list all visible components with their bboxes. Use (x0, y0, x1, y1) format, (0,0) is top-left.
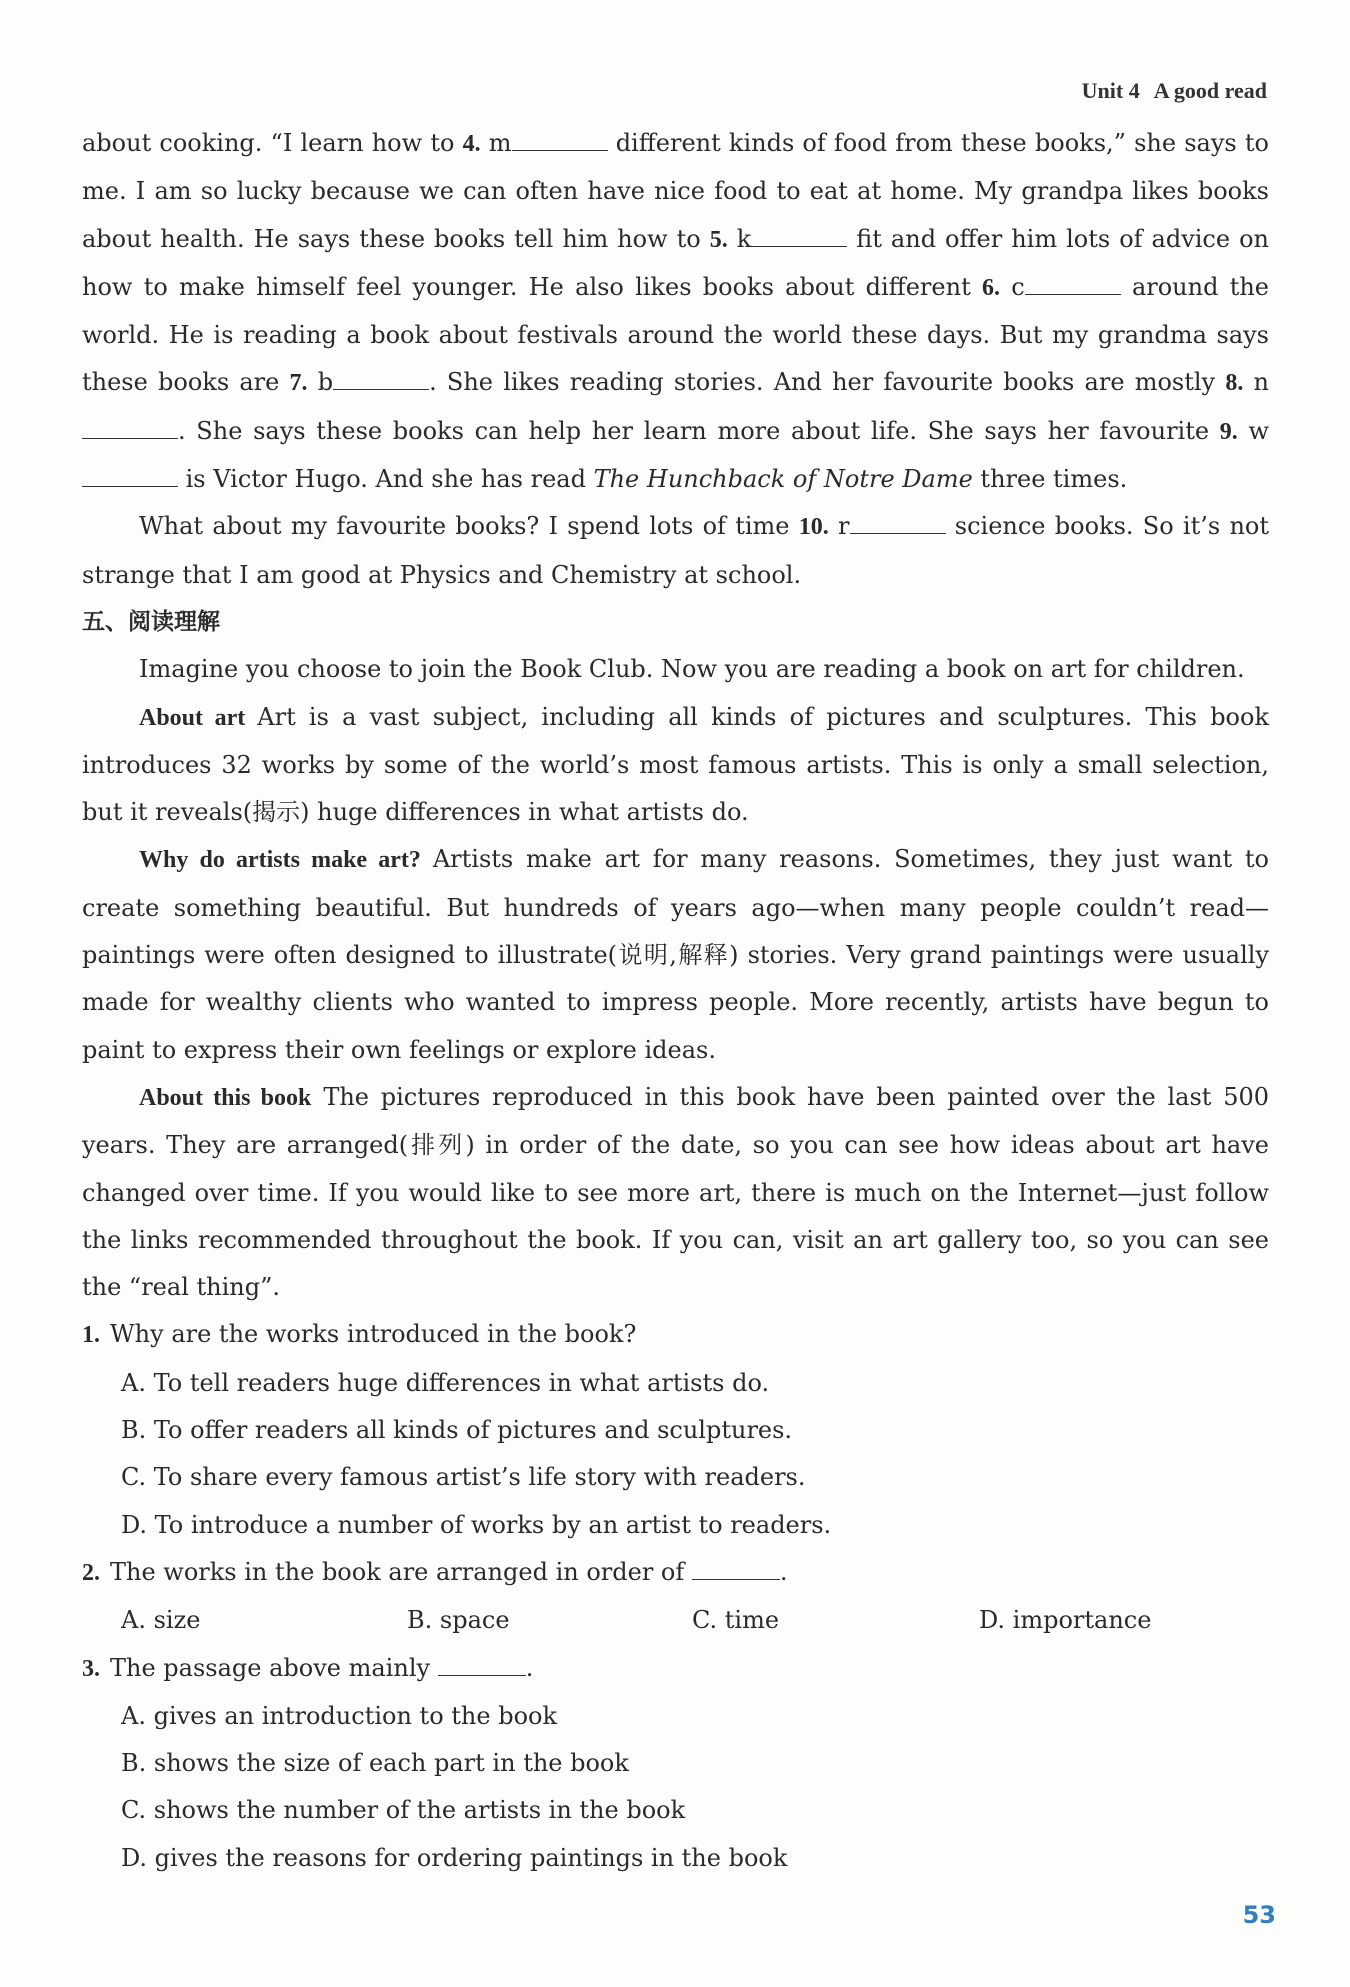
option-2c[interactable]: C. time (692, 1606, 780, 1635)
text: . (779, 1557, 788, 1586)
blank-6[interactable] (1025, 268, 1121, 295)
option-3b[interactable]: B. shows the size of each part in the book (121, 1749, 629, 1778)
text: world. He is reading a book about festivals around the world these days. But my grandma says (82, 321, 1269, 350)
question-3 (82, 1645, 1269, 1693)
blank-hint: b (317, 368, 334, 397)
question-text: Why are the works introduced in the book? (110, 1320, 637, 1349)
paragraph-heading: Why do artists make art? (139, 847, 421, 874)
text: is Victor Hugo. And she has read (178, 465, 594, 494)
book-title: The Hunchback of Notre Dame (593, 465, 973, 494)
reading-intro: Imagine you choose to join the Book Club. Now you are reading a book on art for children. (139, 655, 1245, 684)
option-2a[interactable]: A. size (121, 1606, 201, 1635)
option-3c[interactable]: C. shows the number of the artists in the book (121, 1796, 686, 1825)
blank-number: 5. (709, 226, 728, 253)
option-3a[interactable]: A. gives an introduction to the book (121, 1701, 558, 1730)
text: around the (1120, 272, 1270, 301)
cloze-passage (82, 120, 1269, 503)
blank-hint: m (488, 129, 512, 157)
blank-5[interactable] (751, 220, 847, 247)
question-2 (82, 1549, 1269, 1597)
question-number: 3. (82, 1655, 100, 1682)
paragraph-heading: About this book (139, 1084, 312, 1111)
reading-paragraph-2 (82, 836, 1269, 1073)
blank-10[interactable] (850, 507, 946, 534)
blank-4[interactable] (512, 124, 608, 151)
text: about health. He says these books tell him how to (82, 224, 710, 253)
option-1a[interactable]: A. To tell readers huge differences in what artists do. (121, 1368, 770, 1397)
blank-number: 7. (289, 370, 308, 397)
text: Art is a vast subject, including all kinds of pictures and sculptures. This book introduces 32 works by some of the world’s most famous artists. This is only a small selection, but it reveals(揭示) huge differences in what artists do. (82, 702, 1270, 827)
text: to me. I am so lucky because we can often have nice food to eat at home. My grandpa likes books (82, 129, 1269, 206)
answer-blank-2[interactable] (692, 1553, 780, 1580)
text: these books are (82, 368, 290, 397)
option-3d[interactable]: D. gives the reasons for ordering paintings in the book (121, 1843, 788, 1872)
text: . (525, 1653, 534, 1682)
option-2b[interactable]: B. space (407, 1606, 510, 1635)
blank-number: 4. (462, 131, 481, 157)
options-row-2 (82, 1597, 1269, 1644)
reading-paragraph-3 (82, 1074, 1269, 1311)
blank-hint: k (736, 224, 752, 253)
blank-7[interactable] (333, 363, 429, 390)
text: What about my favourite books? I spend lots of time (139, 512, 799, 541)
unit-title: A good read (1153, 78, 1267, 103)
blank-hint: r (838, 512, 850, 541)
answer-blank-3[interactable] (438, 1649, 526, 1676)
reading-paragraph-1 (82, 694, 1269, 837)
blank-9[interactable] (82, 460, 178, 487)
blank-hint: w (1248, 416, 1269, 445)
text: . She likes reading stories. And her favourite books are mostly (429, 368, 1216, 397)
text: science books. So it’s not strange that I am good at Physics and Chemistry at school. (82, 512, 1269, 589)
text: about cooking. “I learn how to (82, 129, 463, 157)
question-text: The works in the book are arranged in order of (110, 1557, 692, 1586)
text: how to make himself feel younger. He also likes books about different (82, 272, 982, 301)
question-text: The passage above mainly (110, 1653, 438, 1682)
blank-number: 9. (1219, 418, 1238, 445)
blank-number: 6. (981, 274, 1000, 301)
blank-hint: c (1011, 272, 1025, 301)
content (82, 120, 1269, 1882)
question-number: 2. (82, 1559, 100, 1586)
question-1 (82, 1311, 1269, 1359)
page-header (1082, 78, 1267, 104)
page-number: 53 (1242, 1901, 1276, 1929)
text: . She says these books can help her learn more about life. She says her favourite (178, 416, 1210, 445)
text: fit and offer him lots of advice on (847, 224, 1269, 253)
option-2d[interactable]: D. importance (979, 1606, 1152, 1635)
text: different kinds of food from these books,” she says (607, 129, 1237, 157)
option-1b[interactable]: B. To offer readers all kinds of pictures and sculptures. (121, 1416, 793, 1445)
blank-8[interactable] (82, 412, 178, 439)
text: three times. (972, 465, 1128, 494)
text: Artists make art for many reasons. Sometimes, they just want to create something beautiful. But hundreds of years ago—when many people couldn’t read—paintings were often designed to illustrate(说明,解释) stories. Very grand paintings were usually made for wealthy clients who wanted to impress people. More recently, artists have begun to paint to express their own feelings or explore ideas. (82, 845, 1269, 1064)
option-1d[interactable]: D. To introduce a number of works by an artist to readers. (121, 1510, 832, 1539)
unit-label: Unit 4 (1081, 78, 1140, 103)
blank-number: 10. (798, 514, 829, 541)
paragraph-heading: About art (139, 704, 246, 731)
section-title: 五、阅读理解 (82, 608, 220, 635)
text: The pictures reproduced in this book have been painted over the last 500 years. They are arranged(排列) in order of the date, so you can see how ideas about art have changed over time. If you would like to see more art, there is much on the Internet—just follow the links recommended throughout the book. If you can, visit an art gallery too, so you can see the “real thing”. (82, 1082, 1270, 1302)
blank-hint: n (1253, 368, 1269, 397)
option-1c[interactable]: C. To share every famous artist’s life story with readers. (121, 1463, 806, 1492)
cloze-paragraph-2 (82, 503, 1269, 599)
question-number: 1. (82, 1322, 100, 1349)
blank-number: 8. (1225, 370, 1244, 397)
